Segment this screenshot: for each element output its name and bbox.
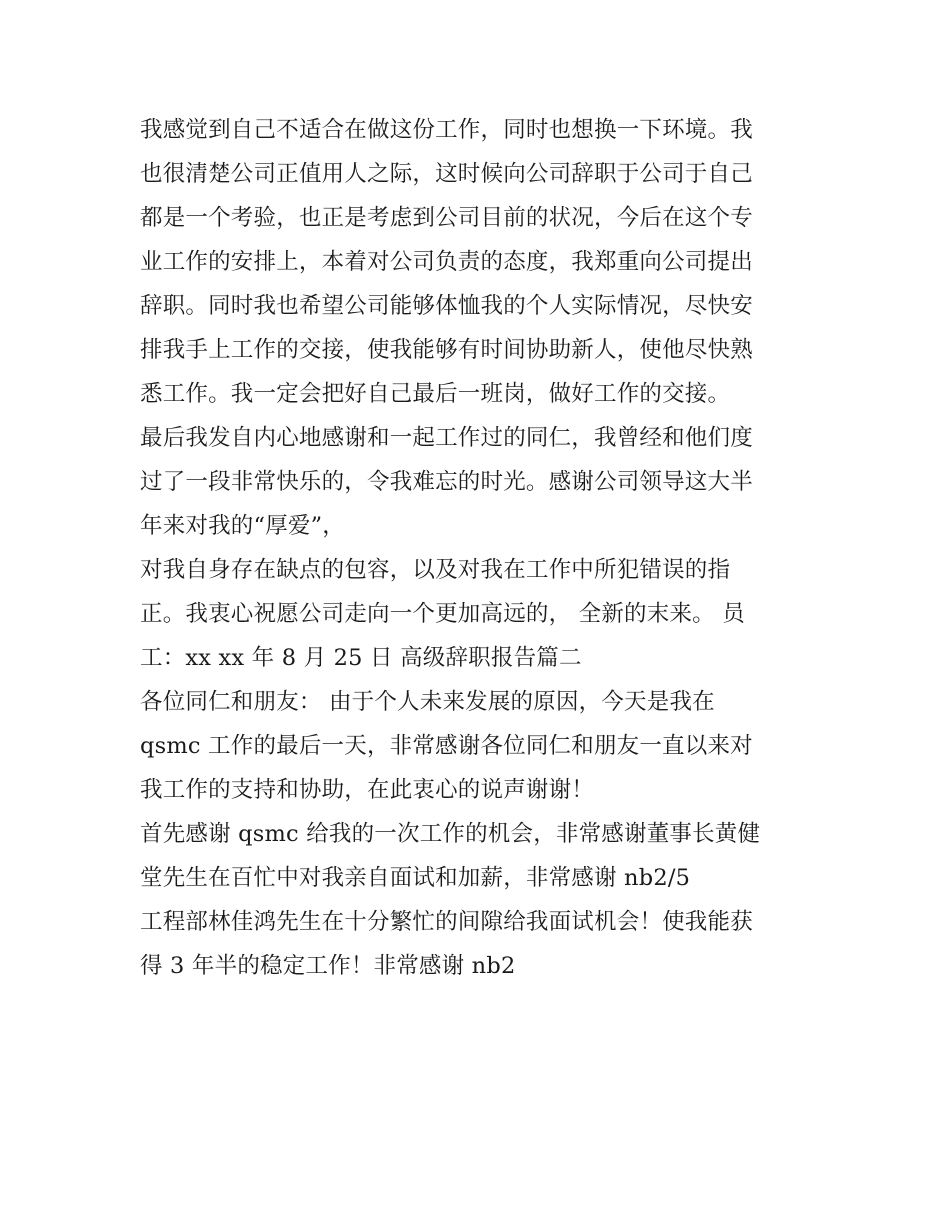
- text-line: 首先感谢 qsmc 给我的一次工作的机会，非常感谢董事长黄健: [140, 821, 761, 847]
- text-line: 也很清楚公司正值用人之际，这时候向公司辞职于公司于自己: [140, 161, 753, 187]
- text-line: 都是一个考验，也正是考虑到公司目前的状况，今后在这个专: [140, 205, 753, 231]
- text-line: 各位同仁和朋友： 由于个人未来发展的原因，今天是我在: [140, 689, 715, 715]
- text-line: 工：xx xx 年 8 月 25 日 高级辞职报告篇二: [140, 645, 582, 671]
- text-line: 排我手上工作的交接，使我能够有时间协助新人，使他尽快熟: [140, 337, 753, 363]
- text-line: 年来对我的“厚爱”，: [140, 513, 346, 539]
- text-line: 过了一段非常快乐的，令我难忘的时光。感谢公司领导这大半: [140, 469, 753, 495]
- text-line: 最后我发自内心地感谢和一起工作过的同仁，我曾经和他们度: [140, 425, 753, 451]
- text-line: 我工作的支持和协助，在此衷心的说声谢谢！: [140, 777, 595, 803]
- text-line: 我感觉到自己不适合在做这份工作，同时也想换一下环境。我: [140, 117, 753, 143]
- text-line: 堂先生在百忙中对我亲自面试和加薪，非常感谢 nb2/5: [140, 865, 691, 891]
- text-line: 辞职。同时我也希望公司能够体恤我的个人实际情况，尽快安: [140, 293, 753, 319]
- text-line: 工程部林佳鸿先生在十分繁忙的间隙给我面试机会！使我能获: [140, 909, 753, 935]
- text-line: 正。我衷心祝愿公司走向一个更加高远的， 全新的末来。 员: [140, 601, 745, 627]
- text-line: 对我自身存在缺点的包容，以及对我在工作中所犯错误的指: [140, 557, 731, 583]
- text-line: qsmc 工作的最后一天，非常感谢各位同仁和朋友一直以来对: [140, 733, 753, 759]
- text-line: 得 3 年半的稳定工作！非常感谢 nb2: [140, 953, 516, 979]
- text-line: 业工作的安排上，本着对公司负责的态度，我郑重向公司提出: [140, 249, 753, 275]
- text-line: 悉工作。我一定会把好自己最后一班岗，做好工作的交接。: [140, 381, 731, 407]
- body-text: [140, 108, 820, 988]
